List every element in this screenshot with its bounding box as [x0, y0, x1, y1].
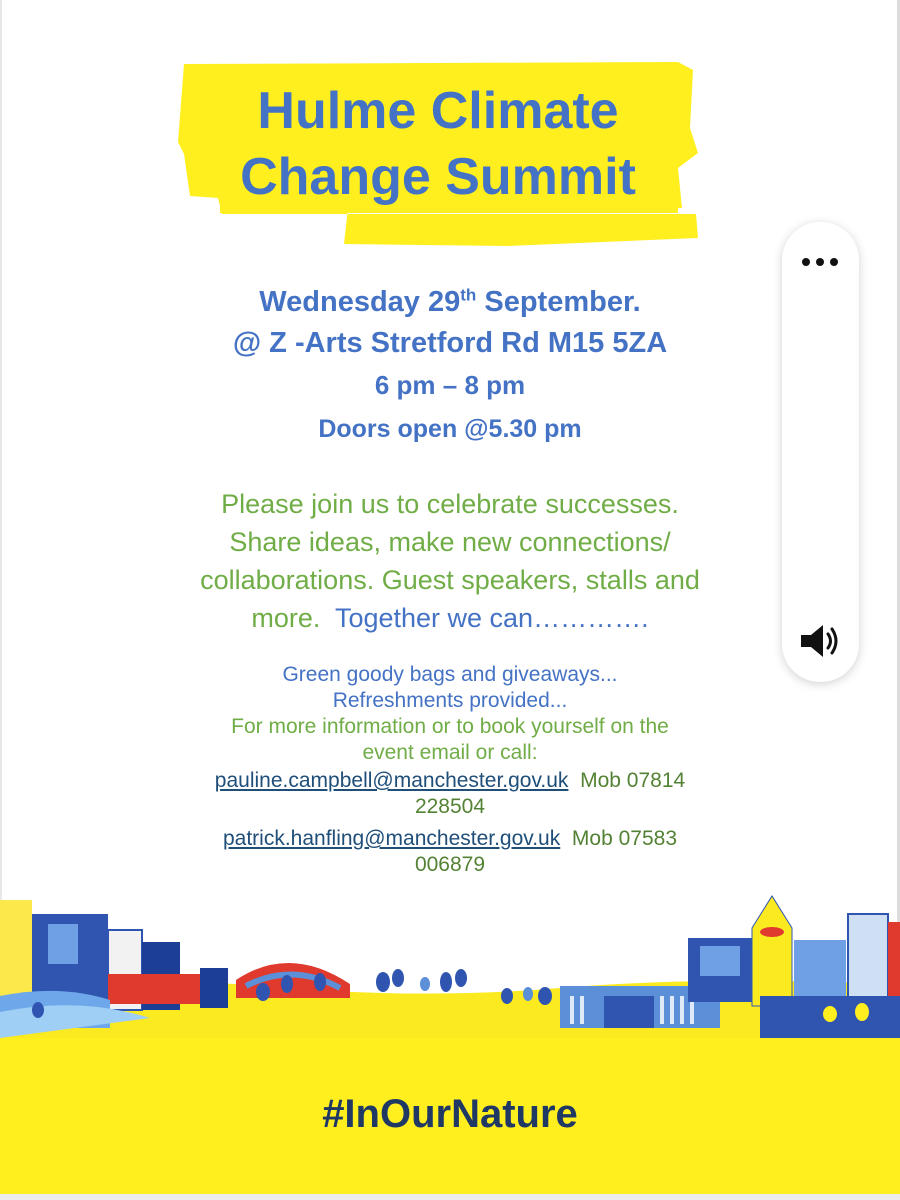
- mobile-pauline: Mob 07814: [580, 769, 686, 792]
- title-line-1: Hulme Climate: [257, 82, 619, 140]
- title-block: [178, 58, 698, 248]
- invite-line-1: Please join us to celebrate successes.: [221, 489, 679, 519]
- invite-line-4-green: more.: [251, 603, 335, 633]
- invite-line-4-blue: Together we can………….: [334, 603, 649, 633]
- event-time: 6 pm – 8 pm: [374, 370, 526, 400]
- date-suffix: th: [460, 285, 477, 305]
- city-skyline-illustration: [0, 888, 900, 1200]
- more-horizontal-icon: [800, 257, 840, 267]
- doors-open: Doors open @5.30 pm: [318, 415, 582, 443]
- hashtag-text: #InOurNature: [322, 1092, 578, 1136]
- mobile-patrick: Mob 07583: [571, 827, 678, 850]
- page-edge-bottom: [0, 1194, 900, 1200]
- event-venue: @ Z -Arts Stretford Rd M15 5ZA: [232, 327, 668, 359]
- refreshments-text: Refreshments provided...: [332, 689, 568, 712]
- goody-bags-text: Green goody bags and giveaways...: [282, 663, 618, 686]
- date-month: September.: [476, 286, 641, 318]
- more-info-line-2: event email or call:: [362, 741, 538, 764]
- more-info-line-1: For more information or to book yourself on the: [231, 715, 669, 738]
- event-date: [0, 282, 900, 322]
- date-day: Wednesday 29: [259, 286, 461, 318]
- invite-line-3: collaborations. Guest speakers, stalls and: [200, 565, 700, 595]
- email-link-patrick[interactable]: patrick.hanfling@manchester.gov.uk: [222, 827, 561, 850]
- contact-pauline: [130, 768, 770, 794]
- speaker-volume-icon: [799, 623, 841, 659]
- invite-line-4: [145, 599, 755, 637]
- contact-pauline-rest: 228504: [414, 795, 486, 818]
- viewer-side-panel: [782, 222, 859, 682]
- contact-patrick: [130, 826, 770, 852]
- invite-line-2: Share ideas, make new connections/: [229, 527, 671, 557]
- sound-toggle-button[interactable]: [796, 620, 844, 662]
- email-link-pauline[interactable]: pauline.campbell@manchester.gov.uk: [214, 769, 569, 792]
- info-block: [130, 662, 770, 878]
- more-options-button[interactable]: [797, 244, 843, 280]
- event-title: [178, 78, 698, 210]
- contact-patrick-rest: 006879: [414, 853, 486, 876]
- title-line-2: Change Summit: [240, 148, 636, 206]
- event-details: [0, 282, 900, 452]
- invitation-paragraph: [145, 485, 755, 637]
